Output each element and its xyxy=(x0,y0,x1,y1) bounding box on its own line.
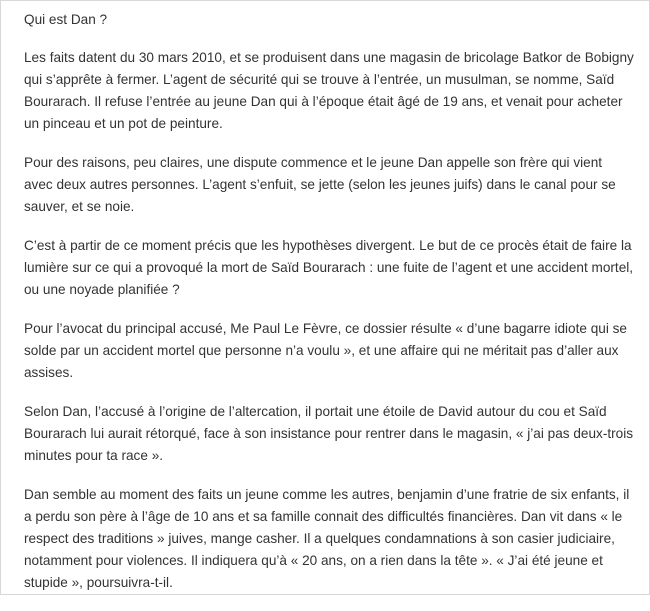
paragraph-3: C’est à partir de ce moment précis que les hypothèses divergent. Le but de ce procès était de faire la lumière sur ce qui a provoqué la mort de Saïd Bourarach : une fuite de l’agent et une accident mortel, ou une noyade planifiée ? xyxy=(24,238,634,297)
article-body xyxy=(24,9,634,611)
section-heading: Qui est Dan ? xyxy=(24,12,108,27)
paragraph-1: Les faits datent du 30 mars 2010, et se produisent dans une magasin de bricolage Batkor de Bobigny qui s’apprête à fermer. L’agent de sécurité qui se trouve à l’entrée, un musulman, se nomme, Saïd Bourarach. Il refuse l’entrée au jeune Dan qui à l’époque était âgé de 19 ans, et venait pour acheter un pinceau et un pot de peinture. xyxy=(24,50,634,131)
paragraph-6: Dan semble au moment des faits un jeune comme les autres, benjamin d’une fratrie de six enfants, il a perdu son père à l’âge de 10 ans et sa famille connait des difficultés financières. Dan vit dans « le respect des traditions » juives, mange casher. Il a quelques condamnations à son casier judiciaire, notamment pour violences. Il indiquera qu’à « 20 ans, on a rien dans la tête ». « J’ai été jeune et stupide », poursuivra-t-il. xyxy=(24,487,630,590)
paragraph-4: Pour l’avocat du principal accusé, Me Paul Le Fèvre, ce dossier résulte « d’une bagarre idiote qui se solde par un accident mortel que personne n’a voulu », et une affaire qui ne méritait pas d’aller aux assises. xyxy=(24,321,627,380)
paragraph-5: Selon Dan, l’accusé à l’origine de l’altercation, il portait une étoile de David autour du cou et Saïd Bourarach lui aurait rétorqué, face à son insistance pour rentrer dans le magasin, « j’ai pas deux-trois minutes pour ta race ». xyxy=(24,404,634,463)
paragraph-2: Pour des raisons, peu claires, une dispute commence et le jeune Dan appelle son frère qui vient avec deux autres personnes. L’agent s’enfuit, se jette (selon les jeunes juifs) dans le canal pour se sauver, et se noie. xyxy=(24,155,616,214)
